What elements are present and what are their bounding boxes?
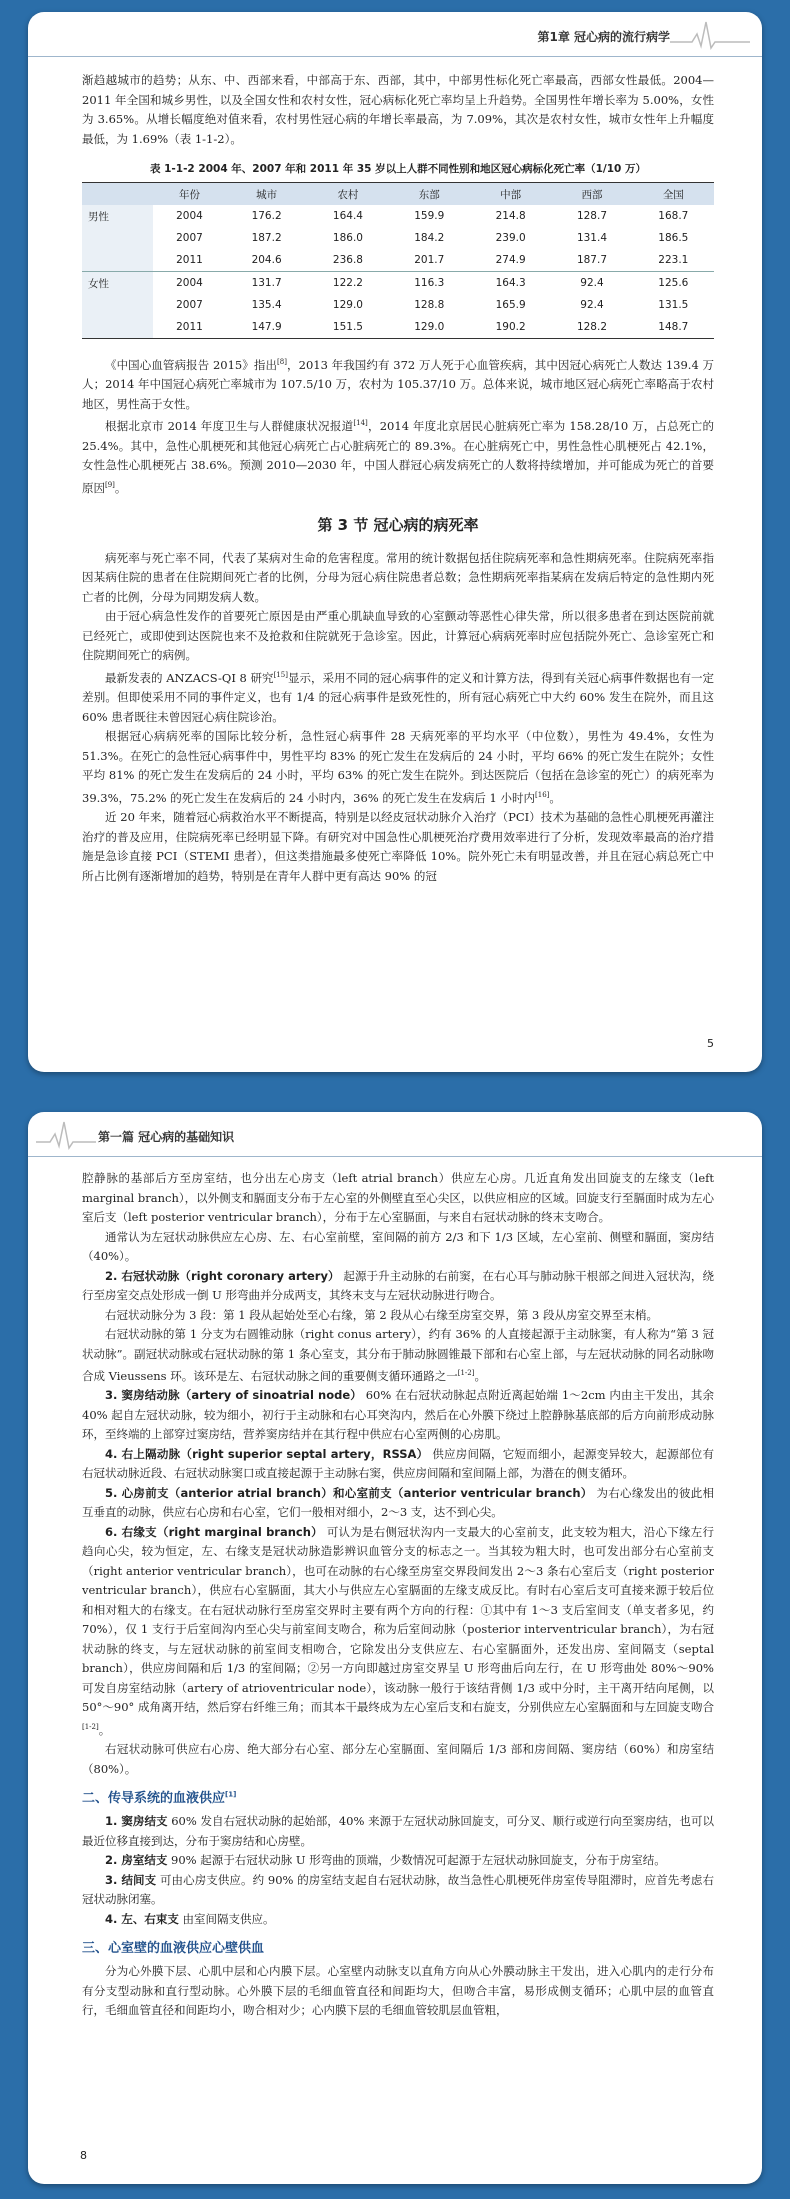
text-run: 。: [114, 480, 127, 495]
table-cell: 116.3: [389, 272, 470, 295]
table-header-cell: 年份: [153, 183, 226, 206]
table-cell: 186.0: [332, 232, 363, 244]
mortality-table: [82, 182, 714, 339]
table-cell: 159.9: [414, 210, 445, 222]
body-paragraph: 由于冠心病急性发作的首要死亡原因是由严重心肌缺血导致的心室颤动等恶性心律失常，所以很多患者在到达医院前就已经死亡，或即使到达医院也来不及抢救和住院就死于急诊室。因此，计算冠心病病死率时应包括院外死亡、急诊室死亡和住院期间死亡的病例。: [82, 609, 714, 663]
citation-ref: [1-2]: [457, 1369, 475, 1377]
table-cell: 239.0: [495, 232, 526, 244]
page-number: 8: [80, 2149, 87, 2162]
citation-ref: [1]: [225, 1790, 237, 1799]
table-header-cell: 中部: [470, 183, 551, 206]
page-header: [28, 1112, 762, 1157]
numbered-item: [82, 1445, 714, 1484]
table-row: [82, 249, 714, 272]
table-header-cell: 西部: [551, 183, 632, 206]
table-header-cell: 东部: [389, 183, 470, 206]
text-run: 起源于升主动脉的右前窦，在右心耳与肺动脉干根部之间进入冠状沟，绕行至房室交点处形成一倒 U 形弯曲并分成两支，其终末支与左冠状动脉进行吻合。: [82, 1268, 715, 1302]
numbered-item: [82, 1484, 714, 1523]
text-run: 。: [98, 1722, 111, 1737]
citation-ref: [14]: [353, 419, 368, 428]
table-cell: 147.9: [226, 316, 307, 339]
item-heading: 6. 右缘支（right marginal branch）: [105, 1524, 323, 1539]
text-run: ，2014 年度北京居民心脏病死亡率为 158.28/10 万，占总死亡的 25.4%。其中，急性心肌梗死和其他冠心病死亡占心脏病死亡的 89.3%。在心脏病死亡中，男性急性心肌梗死占 42.1%，女性急性心肌梗死占 38.6%。预测 2010—2030 年，中国人群冠心病发病死亡的人数将持续增加，并可能成为死亡的首要原因: [82, 419, 715, 495]
text-run: ，2013 年我国约有 372 万人死于心血管疾病，其中因冠心病死亡人数达 139.4 万人；2014 年中国冠心病死亡率城市为 107.5/10 万，农村为 105.37/10 万。总体来说，城市地区冠心病死亡率略高于农村地区，男性高于女性。: [82, 357, 715, 411]
group-label: [82, 227, 153, 249]
item-heading: 4. 右上隔动脉（right superior septal artery，RSSA）: [105, 1446, 429, 1461]
text-run: 供应房间隔，它短而细小，起源变异较大，起源部位有右冠状动脉近段、右冠状动脉窦口或直接起源于主动脉右窦，供应房间隔和室间隔上部，为潜在的侧支循环。: [82, 1446, 714, 1481]
body-paragraph: [82, 1325, 714, 1386]
text-run: 。: [474, 1368, 486, 1383]
text-run: 90% 起源于右冠状动脉 U 形弯曲的顶端，少数情况可起源于左冠状动脉回旋支，分布于房室结。: [171, 1853, 666, 1868]
part-header-title: 第一篇 冠心病的基础知识: [98, 1130, 235, 1144]
numbered-item: [82, 1812, 714, 1851]
table-caption: 表 1-1-2 2004 年、2007 年和 2011 年 35 岁以上人群不同性别和地区冠心病标化死亡率（1/10 万）: [149, 163, 647, 175]
item-heading: 2. 右冠状动脉（right coronary artery）: [105, 1268, 340, 1283]
numbered-item: [82, 1386, 714, 1445]
table-cell: 122.2: [307, 272, 388, 295]
heading-text: 二、传导系统的血液供应: [82, 1791, 226, 1807]
text-run: 最新发表的 ANZACS-QI 8 研究: [105, 670, 274, 685]
text-run: 由室间隔支供应。: [182, 1911, 275, 1926]
numbered-item: [82, 1851, 714, 1871]
item-heading: 2. 房室结支: [105, 1853, 168, 1868]
body-paragraph: 通常认为左冠状动脉供应左心房、左、右心室前壁，室间隔的前方 2/3 和下 1/3 区域，左心室前、侧壁和膈面，窦房结（40%）。: [82, 1229, 714, 1263]
book-page-5: [28, 12, 762, 1072]
body-paragraph: [82, 727, 714, 808]
group-label: [82, 249, 153, 272]
text-run: 可认为是右侧冠状沟内一支最大的心室前支，此支较为粗大，沿心下缘左行趋向心尖，较为恒定，左、右缘支是冠状动脉造影辨识血管分支的标志之一。当其较为粗大时，也可发出部分右心室前支（right anterior ventricular branch），也可在动脉的右心缘至房室交界段间发出 2～3 条右心室后支（right posterior ventricular branch），供应右心室膈面，其大小与供应左心室膈面的左缘支成反比。有时右心室后支可直接来源于较后位和相对粗大的右缘支。在右冠状动脉行至房室交界时主要有两个方向的行程：①其中有 1～3 支后室间支（单支者多见，约 70%），仅 1 支行于后室间沟内至心尖与前室间支吻合，称为后室间动脉（posterior interventricular branch），为右冠状动脉的终支，与左冠状动脉的前室间支相吻合，它除发出分支供应左、右心室膈面外，还发出房、室间隔支（septal branch），供应房间隔和后 1/3 的室间隔；②另一方向即越过房室交界呈 U 形弯曲后向左行，在 U 形弯曲处 80%～90% 可发自房室结动脉（artery of atrioventricular node），该动脉一般行于该结背侧 1/3 或中分时，主干离开结向尾侧，以 50°～90° 成角离开结，然后穿右纤维三角；而其本干最终成为左心室后支和右旋支，分别供应左心室膈面和与左回旋支吻合: [82, 1524, 714, 1715]
text-run: 根据冠心病病死率的国际比较分析，急性冠心病事件 28 天病死率的平均水平（中位数），男性为 49.4%，女性为 51.3%。在死亡的急性冠心病事件中，男性平均 83% 的死亡发生在发病后的 24 小时，平均 66% 的死亡发生在院外；女性平均 81% 的死亡发生在发病后的 24 小时，平均 63% 的死亡发生在院外。到达医院后（包括在急诊室的死亡）的病死率为 39.3%，75.2% 的死亡发生在发病后的 24 小时内，36% 的死亡发生在发病后 1 小时内: [82, 729, 714, 805]
table-cell: 2004: [153, 272, 226, 295]
body-paragraph: 病死率与死亡率不同，代表了某病对生命的危害程度。常用的统计数据包括住院病死率和急性期病死率。住院病死率指因某病住院的患者在住院期间死亡者的比例，分母为冠心病住院患者总数；急性期病死率指某病在发病后特定的急性期内死亡者的比例，分母为同期发病人数。: [82, 550, 714, 604]
table-cell: 184.2: [414, 232, 445, 244]
table-cell: 164.4: [332, 210, 363, 222]
table-cell: 125.6: [633, 272, 714, 295]
subsection-heading: 三、心室壁的血液供应心壁供血: [82, 1941, 265, 1957]
beijing-paragraph: [82, 414, 714, 498]
table-cell: 187.7: [576, 254, 607, 266]
text-run: 右冠状动脉的第 1 分支为右圆锥动脉（right conus artery），约有 36% 的人直接起源于主动脉窦，有人称为“第 3 冠状动脉”。副冠状动脉或右冠状动脉的第 1 条心室支，其分布于肺动脉圆锥最下部和右心室上部，与左冠状动脉的同名动脉吻合成 Vieussens 环。该环是左、右冠状动脉之间的重要侧支循环通路之一: [82, 1327, 714, 1383]
table-cell: 128.2: [551, 316, 632, 339]
table-header-cell: [82, 183, 153, 206]
subsection-heading: [82, 1787, 714, 1806]
page-number: 5: [707, 1037, 714, 1050]
body-paragraph: [82, 666, 714, 727]
table-cell: 2011: [176, 254, 203, 266]
body-paragraph: 近 20 年来，随着冠心病救治水平不断提高，特别是以经皮冠状动脉介入治疗（PCI）技术为基础的急性心肌梗死再灌注治疗的普及应用，住院病死率已经明显下降。有研究对中国急性心肌梗死治疗费用效率进行了分析，发现效率最高的治疗措施是急诊直接 PCI（STEMI 患者），但这类措施最多使死亡率降低 10%。院外死亡未有明显改善，并且在冠心病总死亡中所占比例有逐渐增加的趋势，特别是在青年人群中更有高达 90% 的冠: [82, 810, 714, 883]
table-cell: 214.8: [495, 210, 526, 222]
report-paragraph: [82, 353, 714, 414]
table-header-cell: 城市: [226, 183, 307, 206]
table-cell: 129.0: [389, 316, 470, 339]
item-heading: 5. 心房前支（anterior atrial branch）和心室前支（anterior ventricular branch）: [105, 1485, 593, 1500]
numbered-item: [82, 1523, 714, 1740]
table-row: [82, 272, 714, 295]
table-header-cell: 全国: [633, 183, 714, 206]
table-cell: 201.7: [414, 254, 445, 266]
table-cell: 151.5: [307, 316, 388, 339]
table-cell: 148.7: [633, 316, 714, 339]
table-cell: 186.5: [658, 232, 689, 244]
table-row: [82, 294, 714, 316]
text-run: 60% 发自右冠状动脉的起始部，40% 来源于左冠状动脉回旋支，可分叉、顺行或逆行向至窦房结，也可以最近位移直接到达，分布于窦房结和心房壁。: [82, 1814, 714, 1848]
table-cell: 128.7: [576, 210, 607, 222]
table-cell: 2004: [176, 210, 203, 222]
book-page-8: [28, 1112, 762, 2184]
table-cell: 176.2: [251, 210, 282, 222]
citation-ref: [16]: [535, 790, 550, 799]
table-cell: 128.8: [414, 299, 445, 311]
table-cell: 168.7: [658, 210, 689, 222]
citation-ref: [9]: [105, 480, 115, 489]
item-heading: 3. 窦房结动脉（artery of sinoatrial node）: [105, 1388, 362, 1403]
text-run: 根据北京市 2014 年度卫生与人群健康状况报道: [105, 419, 354, 434]
table-cell: 164.3: [470, 272, 551, 295]
table-cell: 274.9: [495, 254, 526, 266]
table-row: [82, 227, 714, 249]
table-row: [82, 205, 714, 227]
text-run: 为右心缘发出的彼此相互垂直的动脉，供应右心房和右心室，它们一般相对细小，2～3 支，达不到心尖。: [82, 1485, 715, 1520]
group-label-male: 男性: [82, 205, 153, 227]
table-cell: 187.2: [251, 232, 282, 244]
page-header: [28, 12, 762, 57]
group-label: [82, 316, 153, 339]
table-cell: 92.4: [551, 272, 632, 295]
table-cell: 236.8: [332, 254, 363, 266]
body-paragraph: 腔静脉的基部后方至房室结，也分出左心房支（left atrial branch）供应左心房。几近直角发出回旋支的左缘支（left marginal branch），以外侧支和膈面支分布于左心室的外侧壁直至心尖区，以供应相应的区域。回旋支行至膈面时成为左心室后支（left posterior ventricular branch），分布于左心室膈面，与来自右冠状动脉的终末支吻合。: [82, 1171, 714, 1224]
table-cell: 204.6: [251, 254, 282, 266]
table-header-row: [82, 183, 714, 206]
item-heading: 4. 左、右束支: [105, 1911, 179, 1926]
table-cell: 135.4: [251, 299, 282, 311]
table-cell: 165.9: [495, 299, 526, 311]
ecg-line-icon: [670, 16, 750, 52]
table-header-cell: 农村: [307, 183, 388, 206]
group-label-female: 女性: [82, 272, 153, 295]
body-paragraph: 分为心外膜下层、心肌中层和心内膜下层。心室壁内动脉支以直角方向从心外膜动脉主干发出，进入心肌内的走行分布有分支型动脉和直行型动脉。心外膜下层的毛细血管直径和间距均大，但吻合丰富，易形成侧支循环；心肌中层的血管直行，毛细血管直径和间距均小，吻合相对少；心内膜下层的毛细血管较肌层血管粗，: [82, 1964, 714, 2018]
table-cell: 223.1: [658, 254, 689, 266]
citation-ref: [8]: [277, 358, 287, 366]
text-run: 可由心房支供应。约 90% 的房室结支起自右冠状动脉，故当急性心肌梗死伴房室传导阻滞时，应首先考虑右冠状动脉闭塞。: [82, 1872, 715, 1907]
table-cell: 131.4: [576, 232, 607, 244]
chapter-header-title: 第1章 冠心病的流行病学: [537, 30, 670, 44]
intro-paragraph: 渐趋越城市的趋势；从东、中、西部来看，中部高于东、西部，其中，中部男性标化死亡率最高，西部女性最低。2004—2011 年全国和城乡男性，以及全国女性和农村女性，冠心病标化死亡率均呈上升趋势。全国男性年增长率为 5.00%，女性为 3.65%。从增长幅度绝对值来看，农村男性冠心病的年增长率最高，为 7.09%，其次是农村女性，城市女性年上升幅度最低，为 1.69%（表 1-1-2）。: [82, 73, 714, 146]
item-heading: 1. 窦房结支: [105, 1814, 168, 1829]
citation-ref: [15]: [273, 670, 288, 679]
table-cell: 129.0: [332, 299, 363, 311]
numbered-item: [82, 1910, 714, 1930]
item-heading: 3. 结间支: [105, 1872, 157, 1887]
table-cell: 131.5: [658, 299, 689, 311]
table-cell: 131.7: [226, 272, 307, 295]
text-run: 显示，采用不同的冠心病事件的定义和计算方法，得到有关冠心病事件数据也有一定差别。但即使采用不同的事件定义，也有 1/4 的冠心病事件是致死性的，所有冠心病死亡中大约 60% 发生在院外，而且这 60% 患者既往未曾因冠心病住院诊治。: [82, 670, 714, 724]
table-row: [82, 316, 714, 339]
section-title: 第 3 节 冠心病的病死率: [317, 515, 479, 534]
table-cell: 2011: [153, 316, 226, 339]
citation-ref: [1-2]: [82, 1722, 99, 1731]
text-run: 。: [549, 790, 561, 805]
numbered-item: [82, 1267, 714, 1306]
numbered-item: [82, 1871, 714, 1910]
table-cell: 92.4: [580, 299, 604, 311]
table-cell: 2007: [176, 232, 203, 244]
table-cell: 2007: [176, 299, 203, 311]
table-cell: 190.2: [470, 316, 551, 339]
body-paragraph: 右冠状动脉分为 3 段：第 1 段从起始处至心右缘，第 2 段从心右缘至房室交界，第 3 段从房室交界至末梢。: [105, 1307, 659, 1322]
group-label: [82, 294, 153, 316]
body-paragraph: 右冠状动脉可供应右心房、绝大部分右心室、部分左心室膈面、室间隔后 1/3 部和房间隔、窦房结（60%）和房室结（80%）。: [82, 1742, 714, 1776]
text-run: 60% 在右冠状动脉起点附近离起始端 1～2cm 内由主干发出，其余 40% 起自左冠状动脉，较为细小，初行于主动脉和右心耳突沟内，然后在心外膜下绕过上腔静脉基底部的后方向前形成动脉环，至终端的上部穿过窦房结，营养窦房结并在其行程中供应右心室两侧的心房肌。: [82, 1388, 714, 1442]
ecg-line-icon: [36, 1116, 96, 1152]
text-run: 《中国心血管病报告 2015》指出: [105, 357, 278, 372]
